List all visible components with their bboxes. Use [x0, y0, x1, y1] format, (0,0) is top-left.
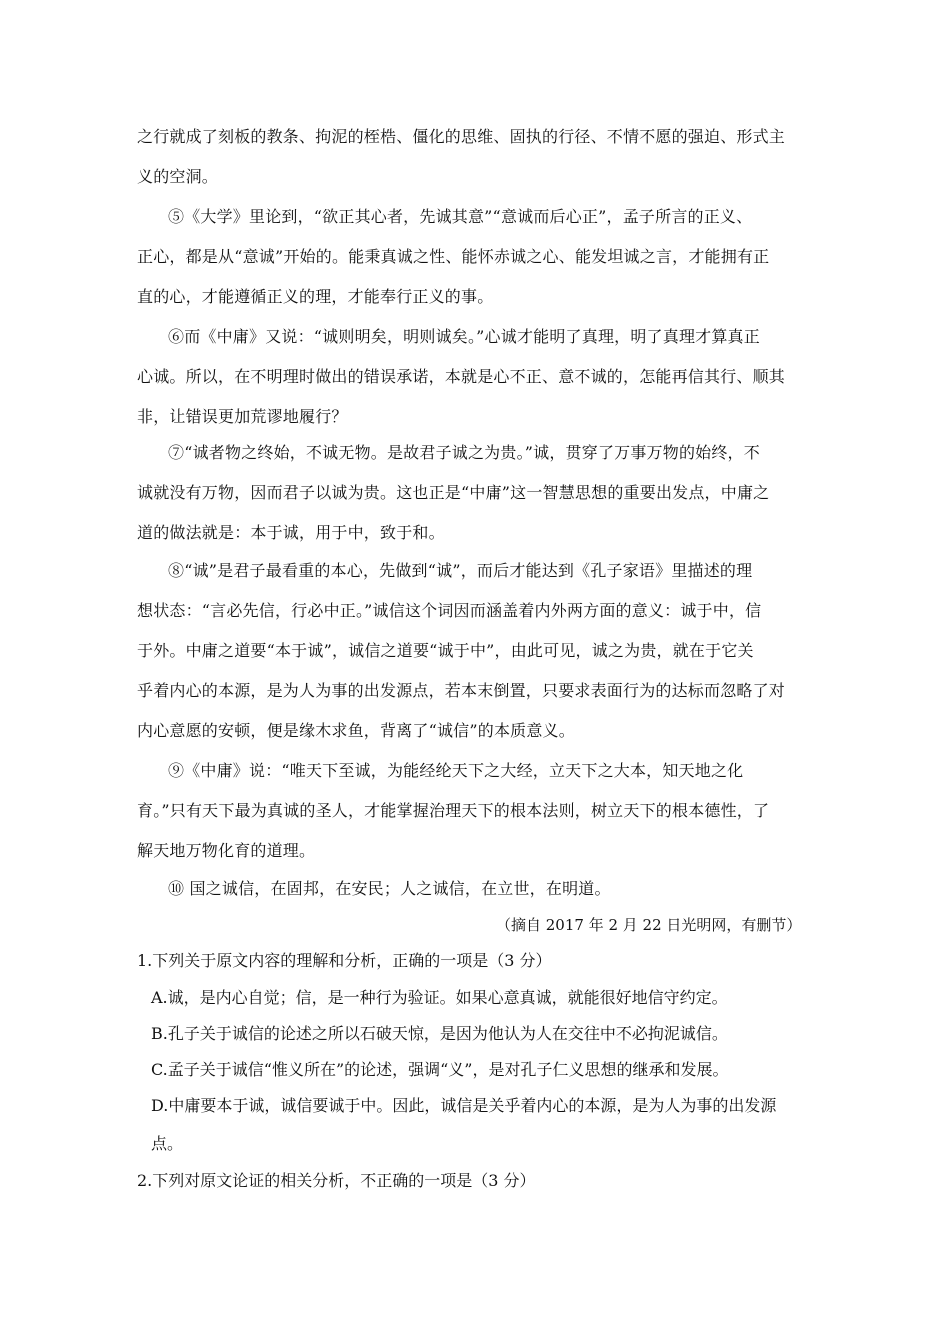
passage-line: 解天地万物化育的道理。: [137, 841, 316, 860]
passage-line: 育。”只有天下最为真诚的圣人，才能掌握治理天下的根本法则，树立天下的根本德性，了: [137, 801, 770, 820]
passage-line: 于外。中庸之道要“本于诚”，诚信之道要“诚于中”，由此可见，诚之为贵，就在于它关: [137, 641, 754, 660]
passage-line: 非，让错误更加荒谬地履行？: [137, 407, 348, 426]
passage-line: 心诚。所以，在不明理时做出的错误承诺，本就是心不正、意不诚的，怎能再信其行、顺其: [137, 367, 786, 386]
question-1-option-b: B.孔子关于诚信的论述之所以石破天惊，是因为他认为人在交往中不必拘泥诚信。: [151, 1024, 728, 1043]
passage-line: 直的心，才能遵循正义的理，才能奉行正义的事。: [137, 287, 494, 306]
question-1-option-d-continuation: 点。: [151, 1134, 184, 1153]
passage-line: 想状态：“言必先信，行必中正。”诚信这个词因而涵盖着内外两方面的意义：诚于中，信: [137, 601, 762, 620]
question-2-stem: 2.下列对原文论证的相关分析，不正确的一项是（3 分）: [137, 1171, 536, 1190]
passage-line: 正心，都是从“意诚”开始的。能秉真诚之性、能怀赤诚之心、能发坦诚之言，才能拥有正: [137, 247, 770, 266]
question-1-option-d: D.中庸要本于诚，诚信要诚于中。因此，诚信是关乎着内心的本源，是为人为事的出发源: [151, 1096, 777, 1115]
question-1-option-a: A.诚，是内心自觉；信，是一种行为验证。如果心意真诚，就能很好地信守约定。: [151, 988, 728, 1007]
passage-line: 诚就没有万物，因而君子以诚为贵。这也正是“中庸”这一智慧思想的重要出发点，中庸之: [137, 483, 770, 502]
passage-line: 内心意愿的安顿，便是缘木求鱼，背离了“诚信”的本质意义。: [137, 721, 575, 740]
question-1-stem: 1.下列关于原文内容的理解和分析，正确的一项是（3 分）: [137, 951, 552, 970]
paragraph-8-line: ⑧“诚”是君子最看重的本心，先做到“诚”，而后才能达到《孔子家语》里描述的理: [168, 561, 753, 580]
paragraph-10-line: ⑩ 国之诚信，在固邦，在安民；人之诚信，在立世，在明道。: [168, 879, 611, 898]
source-attribution: （摘自 2017 年 2 月 22 日光明网，有删节）: [496, 916, 802, 934]
paragraph-6-line: ⑥而《中庸》又说：“诚则明矣，明则诚矣。”心诚才能明了真理，明了真理才算真正: [168, 327, 760, 346]
paragraph-7-line: ⑦“诚者物之终始，不诚无物。是故君子诚之为贵。”诚，贯穿了万事万物的始终，不: [168, 443, 760, 462]
passage-line: 乎着内心的本源，是为人为事的出发源点，若本末倒置，只要求表面行为的达标而忽略了对: [137, 681, 786, 700]
paragraph-5-line: ⑤《大学》里论到，“欲正其心者，先诚其意”“意诚而后心正”，孟子所言的正义、: [168, 207, 753, 226]
question-1-option-c: C.孟子关于诚信“惟义所在”的论述，强调“义”，是对孔子仁义思想的继承和发展。: [151, 1060, 729, 1079]
passage-line: 之行就成了刻板的教条、拘泥的桎梏、僵化的思维、固执的行径、不情不愿的强迫、形式主: [137, 127, 786, 146]
paragraph-9-line: ⑨《中庸》说：“唯天下至诚，为能经纶天下之大经，立天下之大本，知天地之化: [168, 761, 744, 780]
passage-line: 道的做法就是：本于诚，用于中，致于和。: [137, 523, 445, 542]
passage-line: 义的空洞。: [137, 167, 219, 186]
